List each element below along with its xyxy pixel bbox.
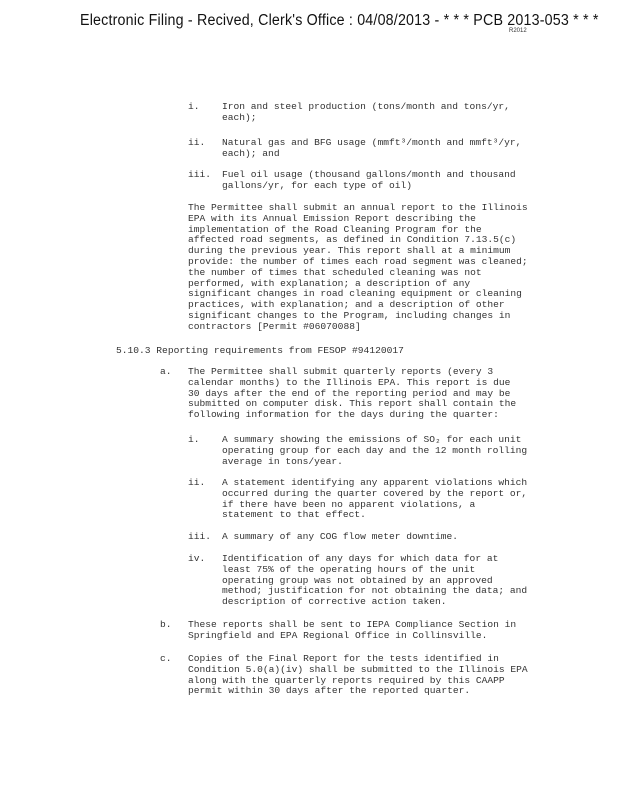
sub-item-text: A summary of any COG flow meter downtime. <box>222 531 459 542</box>
sub-item-number: i. <box>188 434 200 445</box>
list-item-number: iii. <box>188 169 212 180</box>
sub-item-number: iii. <box>188 531 212 542</box>
list-item-number: ii. <box>188 137 206 148</box>
list-item-number: b. <box>160 619 172 630</box>
list-item-text: Copies of the Final Report for the tests identified in Condition 5.0(a)(iv) shall be submitted to the Illinois EPA along with the quarterly reports required by this CAAPP permit within 30 days after the reported quarter. <box>188 653 528 697</box>
list-item-text: Natural gas and BFG usage (mmft³/month and mmft³/yr, each); and <box>222 137 522 159</box>
list-item-number: a. <box>160 366 172 377</box>
sub-item-text: Identification of any days for which data for at least 75% of the operating hours of the unit operating group was not obtained by an approved method; justification for not obtaining the data; and description of corrective action taken. <box>222 553 528 608</box>
sub-item-number: ii. <box>188 477 206 488</box>
sub-item-text: A statement identifying any apparent violations which occurred during the quarter covered by the report or, if there have been no apparent violations, a statement to that effect. <box>222 477 528 521</box>
sub-item-number: iv. <box>188 553 206 564</box>
list-item-text: These reports shall be sent to IEPA Compliance Section in Springfield and EPA Regional Office in Collinsville. <box>188 619 517 641</box>
list-item-text: Fuel oil usage (thousand gallons/month and thousand gallons/yr, for each type of oil) <box>222 169 516 191</box>
sub-item-text: A summary showing the emissions of SO₂ for each unit operating group for each day and the 12 month rolling average in tons/year. <box>222 434 528 467</box>
list-item-number: c. <box>160 653 172 664</box>
annual-report-paragraph: The Permittee shall submit an annual report to the Illinois EPA with its Annual Emission Report describing the implementation of the Road Cleaning Program for the affected road segments, as defined in Condition 7.13.5(c) during the previous year. This report shall at a minimum provide: the number of times each road segment was cleaned; the number of times that scheduled cleaning was not performed, with explanation; a description of any significant changes in road cleaning equipment or cleaning practices, with explanation; and a description of other significant changes to the Program, including changes in contractors [Permit #06070088] <box>188 202 528 332</box>
list-item-text: Iron and steel production (tons/month and tons/yr, each); <box>222 101 510 123</box>
section-heading: 5.10.3 Reporting requirements from FESOP #94120017 <box>116 345 404 356</box>
list-item-number: i. <box>188 101 200 112</box>
list-item-text: The Permittee shall submit quarterly reports (every 3 calendar months) to the Illinois EPA. This report is due 30 days after the end of the reporting period and may be submitted on computer disk. This report shall contain the following information for the days during the quarter: <box>188 366 517 421</box>
filing-stamp: Electronic Filing - Recived, Clerk's Office : 04/08/2013 - * * * PCB 2013-053 * * * <box>80 12 599 29</box>
filing-stamp-code: R2012 <box>509 28 527 34</box>
